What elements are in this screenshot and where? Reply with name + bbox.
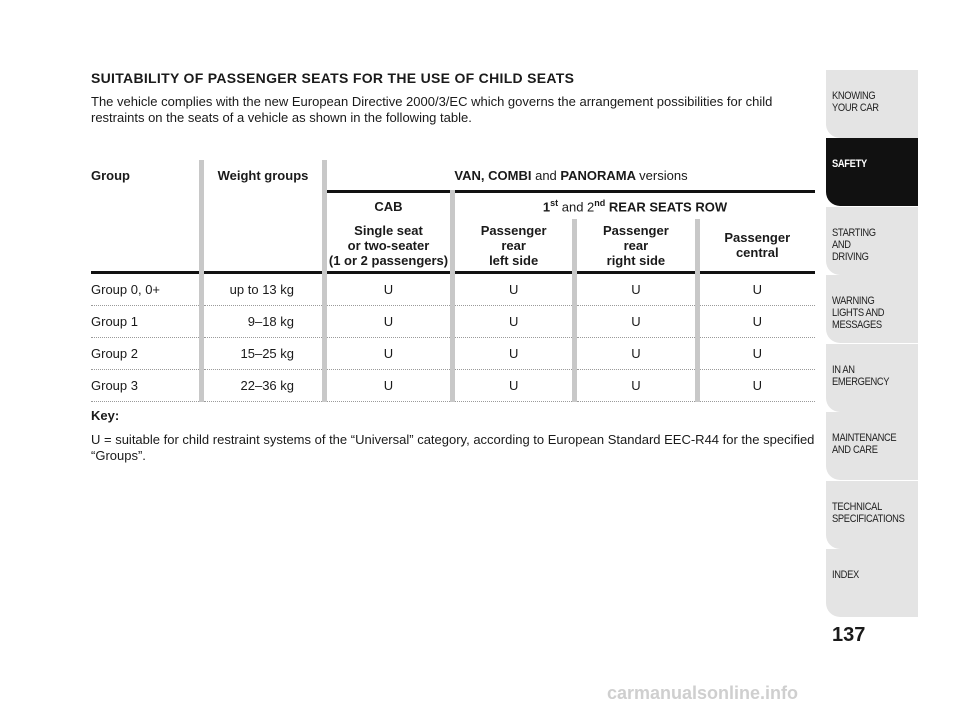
tab-label: STARTING AND DRIVING [832, 227, 876, 263]
header-cab: CAB [325, 192, 453, 220]
cell-rear-right: U [575, 306, 697, 338]
tab-label: WARNING LIGHTS AND MESSAGES [832, 295, 885, 331]
rear-row-rest: REAR SEATS ROW [608, 199, 728, 215]
versions-and: and [535, 167, 557, 183]
header-seat-rear-right: Passenger rear right side [575, 219, 697, 273]
footer-watermark: carmanualsonline.info [607, 683, 799, 703]
tab-starting-and-driving[interactable] [826, 207, 918, 275]
header-rear-row [453, 192, 816, 220]
cell-rear-right: U [575, 273, 697, 306]
tab-maintenance-and-care[interactable] [826, 412, 918, 480]
cell-central: U [697, 338, 815, 370]
child-seat-table [91, 160, 815, 402]
cell-cab: U [325, 370, 453, 402]
versions-panorama: PANORAMA [560, 167, 636, 183]
cell-central: U [697, 306, 815, 338]
versions-prefix: VAN, COMBI [454, 167, 532, 183]
tab-warning-lights[interactable] [826, 275, 918, 343]
cell-group: Group 2 [91, 338, 202, 370]
tab-in-an-emergency[interactable] [826, 344, 918, 412]
rear-row-first: 1 [542, 199, 551, 215]
cell-rear-left: U [453, 273, 575, 306]
cell-central: U [697, 273, 815, 306]
cell-cab: U [325, 338, 453, 370]
chapter-sidebar [826, 70, 918, 618]
versions-suffix: versions [639, 167, 688, 183]
cell-cab: U [325, 273, 453, 306]
cell-rear-right: U [575, 338, 697, 370]
cell-weight: 15–25 kg [202, 338, 325, 370]
table-row [91, 306, 815, 338]
cell-central: U [697, 370, 815, 402]
rear-row-second-sup: nd [594, 197, 606, 208]
cell-group: Group 0, 0+ [91, 273, 202, 306]
header-weight: Weight groups [202, 160, 325, 273]
tab-label: SAFETY [832, 158, 867, 170]
cell-rear-left: U [453, 370, 575, 402]
cell-rear-right: U [575, 370, 697, 402]
tab-label: INDEX [832, 569, 859, 581]
cell-group: Group 1 [91, 306, 202, 338]
tab-label: IN AN EMERGENCY [832, 364, 890, 388]
table-row [91, 338, 815, 370]
tab-knowing-your-car[interactable] [826, 70, 918, 138]
header-seat-cab: Single seat or two-seater (1 or 2 passengers) [325, 219, 453, 273]
header-group: Group [91, 168, 130, 183]
header-versions [325, 160, 816, 192]
tab-technical-specifications[interactable] [826, 481, 918, 549]
rear-row-and: and 2 [561, 199, 595, 215]
intro-paragraph: The vehicle complies with the new European Directive 2000/3/EC which governs the arrangement possibilities for child restraints on the seats of a vehicle as shown in the following table. [91, 94, 773, 125]
rear-row-first-sup: st [550, 197, 559, 208]
main-content [91, 70, 815, 126]
tab-index[interactable] [826, 549, 918, 617]
cell-group: Group 3 [91, 370, 202, 402]
cell-weight: 9–18 kg [202, 306, 325, 338]
cell-weight: 22–36 kg [202, 370, 325, 402]
header-seat-rear-left: Passenger rear left side [453, 219, 575, 273]
tab-label: MAINTENANCE AND CARE [832, 432, 897, 456]
cell-rear-left: U [453, 338, 575, 370]
key-label: Key: [91, 408, 120, 423]
table-row [91, 370, 815, 402]
table-row [91, 273, 815, 306]
cell-rear-left: U [453, 306, 575, 338]
cell-cab: U [325, 306, 453, 338]
key-text: U = suitable for child restraint systems of the “Universal” category, according to European Standard EEC-R44 for the specified “Groups”. [91, 432, 815, 463]
table-key [91, 408, 815, 464]
tab-label: TECHNICAL SPECIFICATIONS [832, 501, 905, 525]
tab-label: KNOWING YOUR CAR [832, 90, 879, 114]
section-title: SUITABILITY OF PASSENGER SEATS FOR THE USE OF CHILD SEATS [91, 70, 575, 86]
cell-weight: up to 13 kg [202, 273, 325, 306]
page-number: 137 [832, 624, 866, 646]
header-seat-central: Passenger central [697, 219, 815, 273]
tab-safety[interactable] [826, 138, 918, 206]
